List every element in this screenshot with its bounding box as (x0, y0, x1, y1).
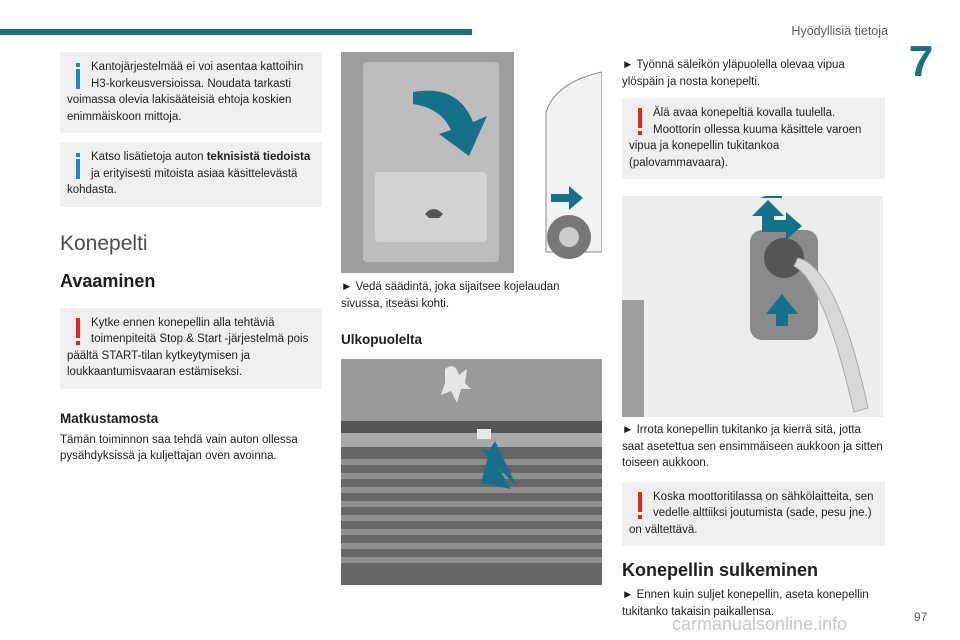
header-rule (0, 29, 472, 35)
warning-icon (629, 105, 651, 137)
step-push-lever: ► Työnnä säleikön yläpuolella olevaa vipua ylöspäin ja nosta konepelti. (622, 59, 845, 88)
heading-from-cabin: Matkustamosta (60, 410, 159, 426)
info-icon (67, 149, 89, 181)
column-right (622, 52, 885, 620)
warning-text: Kytke ennen konepellin alla tehtäviä toimenpiteitä Stop & Start -järjestelmä pois päältä START-tilan kytkeytymisen ja loukkaantumisvaaran estämiseksi. (67, 316, 309, 378)
header-title: Hyödyllisiä tietoja (791, 24, 888, 38)
release-lever-drawing (341, 52, 602, 273)
warning-icon (629, 489, 651, 521)
heading-closing: Konepellin sulkeminen (622, 560, 819, 580)
warning-box (622, 98, 885, 179)
watermark: carmanualsonline.info (672, 614, 848, 634)
warning-box (622, 482, 885, 547)
heading-from-outside: Ulkopuolelta (341, 332, 423, 347)
warning-text: Koska moottoritilassa on sähkölaitteita, sen vedelle alttiiksi joutumista (sade, pesu jne.) on vältettävä. (629, 490, 874, 536)
info-box (60, 142, 322, 207)
caption-pull-lever: ► Vedä säädintä, joka sijaitsee kojelaudan sivussa, itseäsi kohti. (341, 281, 560, 310)
warning-icon (67, 315, 89, 347)
info-text: Kantojärjestelmää ei voi asentaa kattoihin H3-korkeusversioissa. Noudata tarkasti voimassa olevia lakisääteisiä ehtoja koskien enimmäiskoon mittoja. (67, 61, 304, 123)
step-closing: ► Ennen kuin suljet konepellin, aseta konepellin tukitanko takaisin paikallensa. (622, 589, 869, 618)
info-box (60, 52, 322, 133)
illustration-grille-lever (341, 359, 602, 585)
column-middle (341, 52, 602, 585)
heading-opening: Avaaminen (60, 270, 156, 291)
body-text: Tämän toiminnon saa tehdä vain auton ollessa pysähdyksissä ja kuljettajan oven avoinna. (60, 433, 298, 462)
bonnet-stay-drawing (622, 196, 883, 417)
chapter-number: 7 (908, 37, 934, 86)
illustration-bonnet-stay (622, 196, 883, 417)
info-text: Katso lisätietoja auton teknisistä tiedoista ja erityisesti mitoista asiaa käsittelevästä kohdasta. (67, 151, 311, 196)
illustration-release-lever (341, 52, 602, 273)
warning-box (60, 308, 322, 389)
section-title: Konepelti (60, 231, 148, 255)
link-technical-data: teknisistä tiedoista (206, 151, 311, 163)
grille-drawing (341, 359, 602, 585)
warning-text: Älä avaa konepeltiä kovalla tuulella. Moottorin ollessa kuuma käsittele varoen vipua ja konepellin tukitankoa (palovammavaara). (629, 107, 862, 169)
column-left (60, 52, 322, 465)
step-bonnet-stay: ► Irrota konepellin tukitanko ja kierrä sitä, jotta saat asetettua sen ensimmäiseen aukkoon ja sitten toiseen aukkoon. (622, 424, 883, 469)
page-number: 97 (914, 610, 928, 624)
info-icon (67, 59, 89, 91)
